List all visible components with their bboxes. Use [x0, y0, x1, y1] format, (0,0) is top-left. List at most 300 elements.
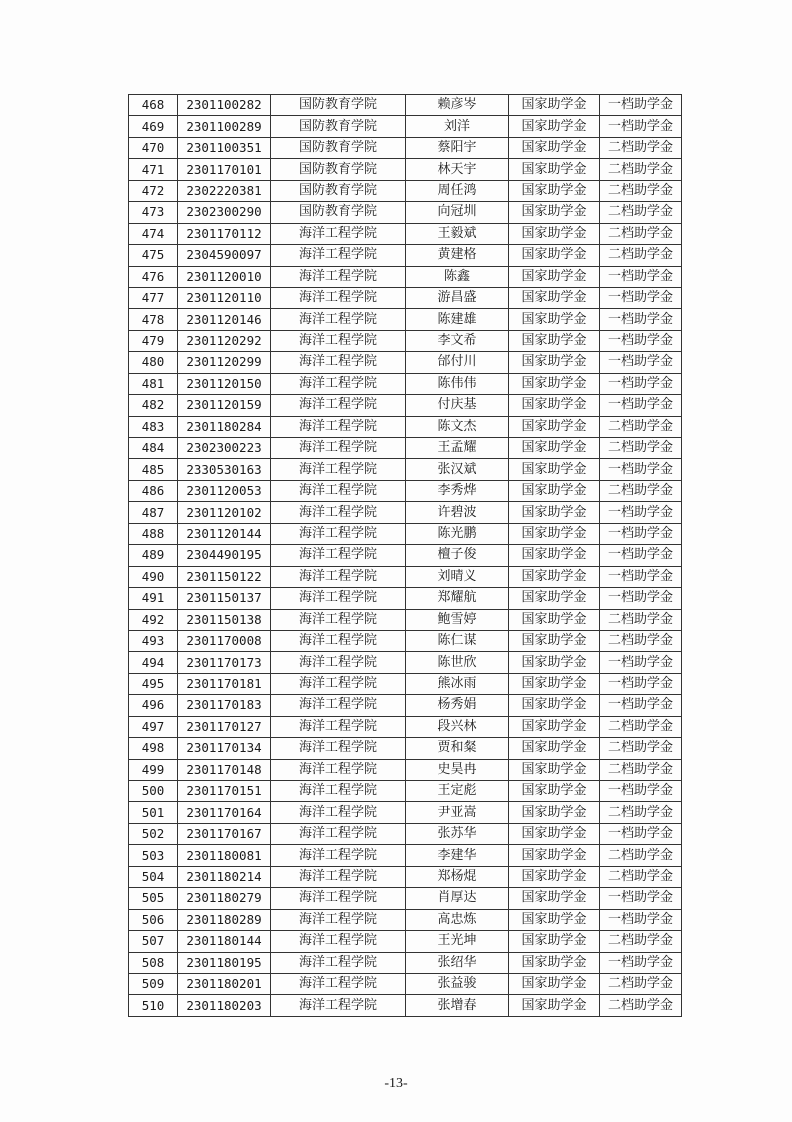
table-row [129, 223, 682, 244]
grant-type-cell: 国家助学金 [509, 738, 600, 759]
grant-level-cell: 一档助学金 [600, 652, 682, 673]
grant-level-cell: 一档助学金 [600, 909, 682, 930]
row-number-cell: 492 [129, 609, 178, 630]
grant-type-cell: 国家助学金 [509, 588, 600, 609]
grant-type-cell: 国家助学金 [509, 330, 600, 351]
grant-level-cell: 一档助学金 [600, 695, 682, 716]
grant-level-cell: 二档助学金 [600, 480, 682, 501]
student-name-cell: 檀子俊 [406, 545, 509, 566]
college-cell: 海洋工程学院 [271, 395, 406, 416]
row-number-cell: 494 [129, 652, 178, 673]
student-name-cell: 熊冰雨 [406, 673, 509, 694]
table-row [129, 866, 682, 887]
row-number-cell: 484 [129, 438, 178, 459]
table-row [129, 373, 682, 394]
student-id-cell: 2301180289 [178, 909, 271, 930]
grant-type-cell: 国家助学金 [509, 673, 600, 694]
row-number-cell: 491 [129, 588, 178, 609]
student-id-cell: 2301180284 [178, 416, 271, 437]
row-number-cell: 490 [129, 566, 178, 587]
grant-level-cell: 一档助学金 [600, 459, 682, 480]
grant-level-cell: 一档助学金 [600, 673, 682, 694]
student-name-cell: 周任鸿 [406, 180, 509, 201]
student-id-cell: 2301170008 [178, 630, 271, 651]
table-row [129, 159, 682, 180]
grant-level-cell: 二档助学金 [600, 802, 682, 823]
student-name-cell: 张增春 [406, 995, 509, 1016]
college-cell: 海洋工程学院 [271, 673, 406, 694]
student-id-cell: 2301170148 [178, 759, 271, 780]
row-number-cell: 501 [129, 802, 178, 823]
table-row [129, 823, 682, 844]
table-row [129, 695, 682, 716]
student-name-cell: 张苏华 [406, 823, 509, 844]
student-id-cell: 2301170151 [178, 781, 271, 802]
college-cell: 海洋工程学院 [271, 438, 406, 459]
table-row [129, 566, 682, 587]
table-row [129, 738, 682, 759]
college-cell: 国防教育学院 [271, 116, 406, 137]
student-id-cell: 2301170112 [178, 223, 271, 244]
student-id-cell: 2301170101 [178, 159, 271, 180]
grant-level-cell: 一档助学金 [600, 116, 682, 137]
table-body [129, 95, 682, 1017]
row-number-cell: 479 [129, 330, 178, 351]
college-cell: 海洋工程学院 [271, 545, 406, 566]
table-row [129, 266, 682, 287]
row-number-cell: 493 [129, 630, 178, 651]
table-row [129, 523, 682, 544]
grant-type-cell: 国家助学金 [509, 866, 600, 887]
grant-level-cell: 二档助学金 [600, 931, 682, 952]
row-number-cell: 480 [129, 352, 178, 373]
student-name-cell: 刘洋 [406, 116, 509, 137]
student-name-cell: 史昊冉 [406, 759, 509, 780]
student-id-cell: 2302220381 [178, 180, 271, 201]
table-row [129, 459, 682, 480]
table-row [129, 716, 682, 737]
student-name-cell: 杨秀娟 [406, 695, 509, 716]
table-row [129, 180, 682, 201]
grant-type-cell: 国家助学金 [509, 373, 600, 394]
student-name-cell: 郑杨焜 [406, 866, 509, 887]
student-id-cell: 2301100282 [178, 95, 271, 116]
student-id-cell: 2304590097 [178, 245, 271, 266]
row-number-cell: 500 [129, 781, 178, 802]
student-id-cell: 2301170181 [178, 673, 271, 694]
grant-level-cell: 二档助学金 [600, 137, 682, 158]
student-id-cell: 2301100351 [178, 137, 271, 158]
grant-type-cell: 国家助学金 [509, 802, 600, 823]
table-row [129, 909, 682, 930]
grant-level-cell: 一档助学金 [600, 352, 682, 373]
grant-type-cell: 国家助学金 [509, 995, 600, 1016]
student-name-cell: 张汉斌 [406, 459, 509, 480]
table-row [129, 931, 682, 952]
row-number-cell: 499 [129, 759, 178, 780]
student-id-cell: 2301120292 [178, 330, 271, 351]
grant-level-cell: 二档助学金 [600, 223, 682, 244]
row-number-cell: 476 [129, 266, 178, 287]
row-number-cell: 496 [129, 695, 178, 716]
table-row [129, 588, 682, 609]
grant-level-cell: 一档助学金 [600, 502, 682, 523]
grant-level-cell: 二档助学金 [600, 630, 682, 651]
row-number-cell: 471 [129, 159, 178, 180]
student-id-cell: 2301170167 [178, 823, 271, 844]
row-number-cell: 504 [129, 866, 178, 887]
table-row [129, 545, 682, 566]
grant-type-cell: 国家助学金 [509, 630, 600, 651]
row-number-cell: 510 [129, 995, 178, 1016]
college-cell: 国防教育学院 [271, 202, 406, 223]
student-id-cell: 2301170173 [178, 652, 271, 673]
college-cell: 海洋工程学院 [271, 266, 406, 287]
student-id-cell: 2301120144 [178, 523, 271, 544]
student-name-cell: 李秀烨 [406, 480, 509, 501]
grant-level-cell: 二档助学金 [600, 738, 682, 759]
grant-level-cell: 一档助学金 [600, 823, 682, 844]
row-number-cell: 503 [129, 845, 178, 866]
grant-level-cell: 二档助学金 [600, 159, 682, 180]
student-name-cell: 邰付川 [406, 352, 509, 373]
student-name-cell: 刘晴义 [406, 566, 509, 587]
college-cell: 海洋工程学院 [271, 223, 406, 244]
grant-level-cell: 二档助学金 [600, 416, 682, 437]
student-name-cell: 陈光鹏 [406, 523, 509, 544]
grant-level-cell: 二档助学金 [600, 716, 682, 737]
grant-level-cell: 一档助学金 [600, 566, 682, 587]
student-id-cell: 2301170183 [178, 695, 271, 716]
table-row [129, 395, 682, 416]
table-row [129, 802, 682, 823]
grant-type-cell: 国家助学金 [509, 395, 600, 416]
row-number-cell: 475 [129, 245, 178, 266]
grant-type-cell: 国家助学金 [509, 309, 600, 330]
row-number-cell: 478 [129, 309, 178, 330]
student-name-cell: 李建华 [406, 845, 509, 866]
grant-type-cell: 国家助学金 [509, 566, 600, 587]
table-row [129, 116, 682, 137]
student-id-cell: 2301180203 [178, 995, 271, 1016]
row-number-cell: 506 [129, 909, 178, 930]
table-row [129, 330, 682, 351]
grant-type-cell: 国家助学金 [509, 845, 600, 866]
grant-type-cell: 国家助学金 [509, 223, 600, 244]
student-name-cell: 王孟耀 [406, 438, 509, 459]
table-row [129, 438, 682, 459]
grant-level-cell: 二档助学金 [600, 609, 682, 630]
table-row [129, 609, 682, 630]
grant-type-cell: 国家助学金 [509, 781, 600, 802]
college-cell: 海洋工程学院 [271, 909, 406, 930]
college-cell: 国防教育学院 [271, 159, 406, 180]
college-cell: 海洋工程学院 [271, 845, 406, 866]
student-id-cell: 2301180214 [178, 866, 271, 887]
grant-recipient-table [128, 94, 682, 1017]
student-id-cell: 2301120299 [178, 352, 271, 373]
grant-level-cell: 一档助学金 [600, 523, 682, 544]
college-cell: 海洋工程学院 [271, 823, 406, 844]
grant-type-cell: 国家助学金 [509, 159, 600, 180]
grant-level-cell: 二档助学金 [600, 866, 682, 887]
table-row [129, 888, 682, 909]
student-id-cell: 2304490195 [178, 545, 271, 566]
student-name-cell: 陈文杰 [406, 416, 509, 437]
grant-level-cell: 一档助学金 [600, 373, 682, 394]
table-row [129, 480, 682, 501]
college-cell: 海洋工程学院 [271, 738, 406, 759]
college-cell: 海洋工程学院 [271, 566, 406, 587]
grant-type-cell: 国家助学金 [509, 352, 600, 373]
table-row [129, 95, 682, 116]
row-number-cell: 495 [129, 673, 178, 694]
student-id-cell: 2301180144 [178, 931, 271, 952]
student-id-cell: 2301120053 [178, 480, 271, 501]
student-id-cell: 2302300290 [178, 202, 271, 223]
grant-level-cell: 二档助学金 [600, 438, 682, 459]
table-row [129, 781, 682, 802]
student-name-cell: 肖厚达 [406, 888, 509, 909]
student-id-cell: 2302300223 [178, 438, 271, 459]
row-number-cell: 497 [129, 716, 178, 737]
row-number-cell: 473 [129, 202, 178, 223]
grant-level-cell: 二档助学金 [600, 995, 682, 1016]
row-number-cell: 483 [129, 416, 178, 437]
college-cell: 海洋工程学院 [271, 245, 406, 266]
grant-level-cell: 二档助学金 [600, 202, 682, 223]
grant-type-cell: 国家助学金 [509, 888, 600, 909]
college-cell: 海洋工程学院 [271, 588, 406, 609]
grant-level-cell: 一档助学金 [600, 309, 682, 330]
student-id-cell: 2301170164 [178, 802, 271, 823]
row-number-cell: 477 [129, 287, 178, 308]
student-id-cell: 2301120110 [178, 287, 271, 308]
student-name-cell: 尹亚嵩 [406, 802, 509, 823]
table-row [129, 652, 682, 673]
grant-type-cell: 国家助学金 [509, 202, 600, 223]
row-number-cell: 508 [129, 952, 178, 973]
grant-level-cell: 一档助学金 [600, 95, 682, 116]
student-name-cell: 陈鑫 [406, 266, 509, 287]
grant-level-cell: 二档助学金 [600, 973, 682, 994]
student-name-cell: 许碧波 [406, 502, 509, 523]
college-cell: 海洋工程学院 [271, 416, 406, 437]
row-number-cell: 468 [129, 95, 178, 116]
student-id-cell: 2330530163 [178, 459, 271, 480]
row-number-cell: 486 [129, 480, 178, 501]
table-row [129, 502, 682, 523]
student-name-cell: 林天宇 [406, 159, 509, 180]
table-row [129, 673, 682, 694]
grant-type-cell: 国家助学金 [509, 95, 600, 116]
student-id-cell: 2301120159 [178, 395, 271, 416]
table-row [129, 352, 682, 373]
college-cell: 海洋工程学院 [271, 459, 406, 480]
student-name-cell: 王定彪 [406, 781, 509, 802]
table-row [129, 202, 682, 223]
table-row [129, 309, 682, 330]
grant-level-cell: 一档助学金 [600, 395, 682, 416]
student-name-cell: 付庆基 [406, 395, 509, 416]
college-cell: 海洋工程学院 [271, 866, 406, 887]
student-name-cell: 向冠圳 [406, 202, 509, 223]
grant-level-cell: 一档助学金 [600, 781, 682, 802]
row-number-cell: 505 [129, 888, 178, 909]
student-name-cell: 张绍华 [406, 952, 509, 973]
student-id-cell: 2301150122 [178, 566, 271, 587]
row-number-cell: 487 [129, 502, 178, 523]
student-id-cell: 2301120146 [178, 309, 271, 330]
grant-type-cell: 国家助学金 [509, 652, 600, 673]
row-number-cell: 489 [129, 545, 178, 566]
grant-level-cell: 二档助学金 [600, 845, 682, 866]
grant-level-cell: 二档助学金 [600, 245, 682, 266]
row-number-cell: 470 [129, 137, 178, 158]
row-number-cell: 507 [129, 931, 178, 952]
college-cell: 海洋工程学院 [271, 888, 406, 909]
table-row [129, 759, 682, 780]
table-row [129, 245, 682, 266]
college-cell: 海洋工程学院 [271, 759, 406, 780]
grant-level-cell: 二档助学金 [600, 180, 682, 201]
student-name-cell: 赖彦岑 [406, 95, 509, 116]
student-id-cell: 2301180081 [178, 845, 271, 866]
student-id-cell: 2301180201 [178, 973, 271, 994]
college-cell: 海洋工程学院 [271, 716, 406, 737]
grant-type-cell: 国家助学金 [509, 973, 600, 994]
grant-level-cell: 一档助学金 [600, 888, 682, 909]
grant-type-cell: 国家助学金 [509, 245, 600, 266]
row-number-cell: 485 [129, 459, 178, 480]
college-cell: 海洋工程学院 [271, 352, 406, 373]
student-name-cell: 张益骏 [406, 973, 509, 994]
row-number-cell: 469 [129, 116, 178, 137]
grant-type-cell: 国家助学金 [509, 438, 600, 459]
student-name-cell: 陈世欣 [406, 652, 509, 673]
college-cell: 海洋工程学院 [271, 502, 406, 523]
student-name-cell: 游昌盛 [406, 287, 509, 308]
college-cell: 海洋工程学院 [271, 952, 406, 973]
college-cell: 海洋工程学院 [271, 373, 406, 394]
college-cell: 海洋工程学院 [271, 802, 406, 823]
row-number-cell: 481 [129, 373, 178, 394]
student-id-cell: 2301120102 [178, 502, 271, 523]
grant-type-cell: 国家助学金 [509, 180, 600, 201]
grant-type-cell: 国家助学金 [509, 931, 600, 952]
grant-type-cell: 国家助学金 [509, 823, 600, 844]
grant-level-cell: 一档助学金 [600, 952, 682, 973]
grant-type-cell: 国家助学金 [509, 695, 600, 716]
college-cell: 海洋工程学院 [271, 480, 406, 501]
student-name-cell: 陈仁谋 [406, 630, 509, 651]
table-row [129, 630, 682, 651]
grant-level-cell: 一档助学金 [600, 588, 682, 609]
college-cell: 海洋工程学院 [271, 973, 406, 994]
student-id-cell: 2301150138 [178, 609, 271, 630]
student-name-cell: 鲍雪婷 [406, 609, 509, 630]
student-name-cell: 李文希 [406, 330, 509, 351]
student-id-cell: 2301120150 [178, 373, 271, 394]
grant-level-cell: 二档助学金 [600, 759, 682, 780]
student-name-cell: 黄建格 [406, 245, 509, 266]
row-number-cell: 474 [129, 223, 178, 244]
student-id-cell: 2301170127 [178, 716, 271, 737]
student-id-cell: 2301150137 [178, 588, 271, 609]
student-id-cell: 2301180195 [178, 952, 271, 973]
student-name-cell: 郑耀航 [406, 588, 509, 609]
row-number-cell: 502 [129, 823, 178, 844]
grant-type-cell: 国家助学金 [509, 609, 600, 630]
student-id-cell: 2301180279 [178, 888, 271, 909]
student-id-cell: 2301120010 [178, 266, 271, 287]
table-row [129, 845, 682, 866]
table-row [129, 137, 682, 158]
student-name-cell: 贾和粲 [406, 738, 509, 759]
student-id-cell: 2301100289 [178, 116, 271, 137]
table-row [129, 995, 682, 1016]
student-name-cell: 段兴林 [406, 716, 509, 737]
college-cell: 海洋工程学院 [271, 309, 406, 330]
grant-type-cell: 国家助学金 [509, 716, 600, 737]
student-name-cell: 王毅斌 [406, 223, 509, 244]
page-number: -13- [384, 1076, 408, 1091]
grant-type-cell: 国家助学金 [509, 287, 600, 308]
college-cell: 海洋工程学院 [271, 630, 406, 651]
grant-type-cell: 国家助学金 [509, 459, 600, 480]
grant-type-cell: 国家助学金 [509, 545, 600, 566]
row-number-cell: 472 [129, 180, 178, 201]
college-cell: 国防教育学院 [271, 95, 406, 116]
grant-level-cell: 一档助学金 [600, 266, 682, 287]
table-row [129, 416, 682, 437]
grant-type-cell: 国家助学金 [509, 502, 600, 523]
college-cell: 海洋工程学院 [271, 523, 406, 544]
student-name-cell: 陈伟伟 [406, 373, 509, 394]
grant-type-cell: 国家助学金 [509, 116, 600, 137]
college-cell: 海洋工程学院 [271, 931, 406, 952]
grant-type-cell: 国家助学金 [509, 480, 600, 501]
row-number-cell: 509 [129, 973, 178, 994]
grant-type-cell: 国家助学金 [509, 523, 600, 544]
grant-type-cell: 国家助学金 [509, 416, 600, 437]
college-cell: 海洋工程学院 [271, 781, 406, 802]
college-cell: 海洋工程学院 [271, 609, 406, 630]
grant-level-cell: 一档助学金 [600, 287, 682, 308]
grant-type-cell: 国家助学金 [509, 909, 600, 930]
college-cell: 海洋工程学院 [271, 652, 406, 673]
grant-level-cell: 一档助学金 [600, 545, 682, 566]
row-number-cell: 498 [129, 738, 178, 759]
student-name-cell: 高忠炼 [406, 909, 509, 930]
student-name-cell: 陈建雄 [406, 309, 509, 330]
college-cell: 国防教育学院 [271, 180, 406, 201]
grant-type-cell: 国家助学金 [509, 266, 600, 287]
grant-type-cell: 国家助学金 [509, 137, 600, 158]
college-cell: 海洋工程学院 [271, 287, 406, 308]
row-number-cell: 482 [129, 395, 178, 416]
college-cell: 海洋工程学院 [271, 995, 406, 1016]
table-row [129, 973, 682, 994]
row-number-cell: 488 [129, 523, 178, 544]
college-cell: 海洋工程学院 [271, 695, 406, 716]
student-id-cell: 2301170134 [178, 738, 271, 759]
student-name-cell: 王光坤 [406, 931, 509, 952]
table-row [129, 287, 682, 308]
grant-type-cell: 国家助学金 [509, 759, 600, 780]
student-name-cell: 蔡阳宇 [406, 137, 509, 158]
grant-type-cell: 国家助学金 [509, 952, 600, 973]
